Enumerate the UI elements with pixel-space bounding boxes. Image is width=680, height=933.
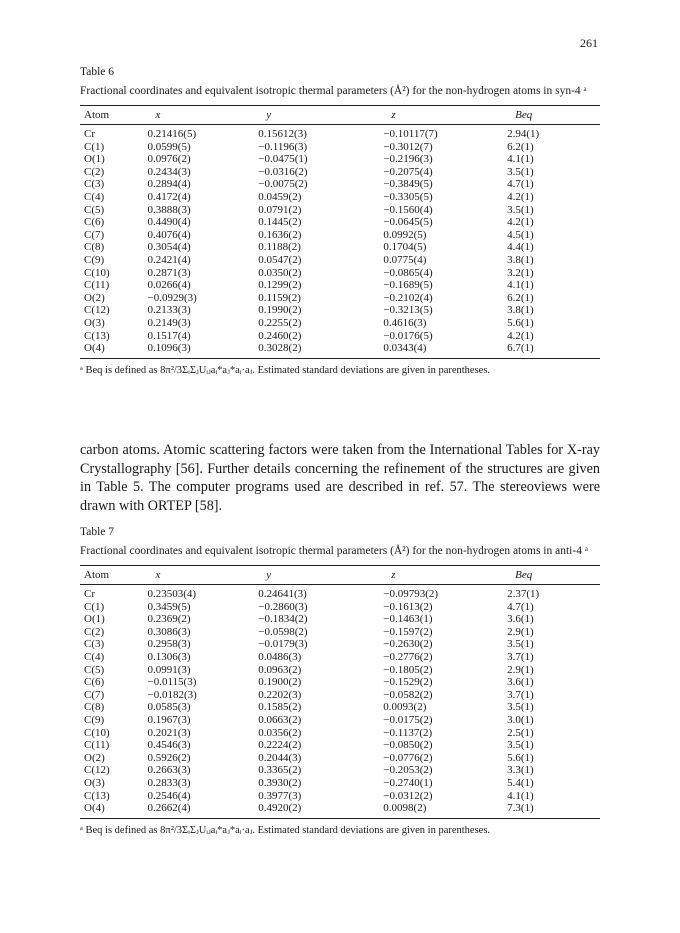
cell-x: 0.3459(5)	[147, 600, 191, 613]
cell-x: 0.4076(4)	[147, 228, 191, 241]
table-7-caption: Fractional coordinates and equivalent isotropic thermal parameters (Å²) for the non-hydrogen atoms in anti-4 ᵃ	[80, 545, 588, 557]
cell-beq: 3.7(1)	[507, 650, 534, 663]
cell-y: 0.2460(2)	[258, 329, 302, 342]
cell-z: −0.2776(2)	[383, 650, 433, 663]
cell-z: −0.0850(2)	[383, 739, 433, 752]
cell-y: 0.0350(2)	[258, 266, 302, 279]
cell-atom: C(8)	[84, 241, 105, 254]
cell-z: 0.4616(3)	[383, 316, 427, 329]
cell-beq: 5.6(1)	[507, 316, 534, 329]
cell-y: 0.2044(3)	[258, 751, 302, 764]
cell-beq: 3.6(1)	[507, 613, 534, 626]
cell-beq: 3.3(1)	[507, 764, 534, 777]
cell-beq: 2.94(1)	[507, 128, 540, 140]
cell-z: −0.1689(5)	[383, 279, 433, 292]
table-row	[80, 626, 600, 639]
cell-z: −0.3213(5)	[383, 304, 433, 317]
table-row	[80, 638, 600, 651]
cell-beq: 3.7(1)	[507, 688, 534, 701]
cell-x: 0.0991(3)	[147, 663, 191, 676]
cell-beq: 3.5(1)	[507, 739, 534, 752]
cell-beq: 3.6(1)	[507, 676, 534, 689]
table-7	[80, 526, 600, 836]
cell-y: 0.4920(2)	[258, 802, 302, 815]
cell-y: 0.0486(3)	[258, 650, 302, 663]
table-row	[80, 676, 600, 689]
cell-atom: C(13)	[84, 789, 110, 802]
cell-x: 0.1306(3)	[147, 650, 191, 663]
table-6-label: Table 6	[80, 66, 115, 78]
page-number: 261	[580, 36, 598, 50]
cell-x: −0.0182(3)	[147, 688, 197, 701]
cell-beq: 6.2(1)	[507, 291, 534, 304]
body-paragraph: carbon atoms. Atomic scattering factors were taken from the International Tables for X-ray Crystallography [56]. Further details concerning the refinement of the structures are given in Table 5. The computer programs used are described in ref. 57. The stereoviews were drawn with ORTEP [58].	[80, 442, 600, 514]
cell-atom: O(4)	[84, 342, 105, 355]
cell-atom: O(2)	[84, 751, 105, 764]
table-row	[80, 777, 600, 790]
cell-beq: 4.1(1)	[507, 789, 534, 802]
table-row	[80, 304, 600, 317]
cell-x: 0.21416(5)	[147, 128, 197, 140]
header-z: z	[383, 106, 507, 125]
table-row	[80, 585, 600, 601]
cell-beq: 5.6(1)	[507, 751, 534, 764]
table-row	[80, 254, 600, 267]
cell-x: 0.0976(2)	[147, 153, 191, 166]
cell-z: −0.0645(5)	[383, 216, 433, 229]
table-row	[80, 613, 600, 626]
table-row	[80, 701, 600, 714]
cell-x: 0.2369(2)	[147, 613, 191, 626]
cell-atom: O(1)	[84, 153, 105, 166]
table-row	[80, 317, 600, 330]
table-6-grid	[80, 105, 600, 359]
cell-y: 0.2255(2)	[258, 316, 302, 329]
header-beq: Beq	[507, 106, 600, 125]
table-row	[80, 752, 600, 765]
cell-y: −0.1196(3)	[258, 140, 308, 153]
cell-y: 0.2224(2)	[258, 739, 302, 752]
cell-z: −0.1613(2)	[383, 600, 433, 613]
cell-atom: C(10)	[84, 726, 110, 739]
cell-atom: C(2)	[84, 625, 105, 638]
cell-atom: C(4)	[84, 190, 105, 203]
cell-y: 0.2202(3)	[258, 688, 302, 701]
cell-atom: C(3)	[84, 178, 105, 191]
cell-atom: O(4)	[84, 802, 105, 815]
header-beq: Beq	[507, 566, 600, 585]
cell-x: 0.2149(3)	[147, 316, 191, 329]
table-row	[80, 790, 600, 803]
cell-y: 0.1445(2)	[258, 216, 302, 229]
cell-z: 0.1704(5)	[383, 241, 427, 254]
cell-z: −0.3012(7)	[383, 140, 433, 153]
table-7-label: Table 7	[80, 526, 115, 538]
cell-y: 0.1159(2)	[258, 291, 301, 304]
cell-x: 0.3054(4)	[147, 241, 191, 254]
header-y: y	[258, 566, 383, 585]
cell-beq: 3.8(1)	[507, 304, 534, 317]
cell-z: 0.0343(4)	[383, 342, 427, 355]
cell-atom: C(8)	[84, 701, 105, 714]
table-row	[80, 125, 600, 141]
cell-atom: C(1)	[84, 600, 105, 613]
cell-y: 0.1636(2)	[258, 228, 302, 241]
cell-beq: 4.1(1)	[507, 279, 534, 292]
cell-y: 0.0459(2)	[258, 190, 302, 203]
cell-z: −0.1805(2)	[383, 663, 433, 676]
header-atom: Atom	[80, 106, 148, 125]
cell-x: 0.2434(3)	[147, 165, 191, 178]
cell-y: 0.3977(3)	[258, 789, 302, 802]
table-row	[80, 664, 600, 677]
cell-atom: C(7)	[84, 688, 105, 701]
cell-x: −0.0929(3)	[147, 291, 197, 304]
cell-x: −0.0115(3)	[147, 676, 197, 689]
cell-z: −0.1137(2)	[383, 726, 433, 739]
cell-atom: O(3)	[84, 316, 105, 329]
header-z: z	[383, 566, 507, 585]
cell-beq: 4.2(1)	[507, 190, 534, 203]
cell-z: 0.0098(2)	[383, 802, 427, 815]
cell-atom: C(11)	[84, 279, 110, 292]
cell-x: 0.2663(3)	[147, 764, 191, 777]
cell-x: 0.1096(3)	[147, 342, 191, 355]
cell-x: 0.4490(4)	[147, 216, 191, 229]
cell-atom: O(2)	[84, 291, 105, 304]
cell-x: 0.3086(3)	[147, 625, 191, 638]
cell-atom: C(2)	[84, 165, 105, 178]
cell-beq: 2.9(1)	[507, 663, 534, 676]
table-7-grid	[80, 565, 600, 819]
cell-x: 0.1517(4)	[147, 329, 191, 342]
table-row	[80, 141, 600, 154]
cell-atom: O(3)	[84, 776, 105, 789]
cell-atom: C(12)	[84, 304, 110, 317]
cell-y: 0.1990(2)	[258, 304, 302, 317]
cell-z: −0.2196(3)	[383, 153, 433, 166]
table-6-caption: Fractional coordinates and equivalent isotropic thermal parameters (Å²) for the non-hydrogen atoms in syn-4 ᵃ	[80, 85, 587, 97]
table-row	[80, 229, 600, 242]
cell-z: −0.2740(1)	[383, 776, 433, 789]
cell-beq: 3.5(1)	[507, 638, 534, 651]
cell-x: 0.23503(4)	[147, 588, 197, 600]
table-row	[80, 689, 600, 702]
cell-x: 0.2894(4)	[147, 178, 191, 191]
cell-z: −0.1560(4)	[383, 203, 433, 216]
table-row	[80, 292, 600, 305]
header-x: x	[148, 106, 259, 125]
cell-atom: C(6)	[84, 216, 105, 229]
cell-beq: 3.5(1)	[507, 165, 534, 178]
cell-atom: C(5)	[84, 663, 105, 676]
cell-z: −0.2053(2)	[383, 764, 433, 777]
cell-atom: C(13)	[84, 329, 110, 342]
table-row	[80, 178, 600, 191]
cell-z: −0.0865(4)	[383, 266, 433, 279]
cell-z: −0.3849(5)	[383, 178, 433, 191]
cell-x: 0.2546(4)	[147, 789, 191, 802]
cell-y: −0.0316(2)	[258, 165, 308, 178]
cell-z: −0.0582(2)	[383, 688, 433, 701]
cell-z: −0.0176(5)	[383, 329, 433, 342]
cell-x: 0.0599(5)	[147, 140, 191, 153]
cell-beq: 5.4(1)	[507, 776, 534, 789]
header-x: x	[148, 566, 259, 585]
table-row	[80, 153, 600, 166]
cell-z: −0.1597(2)	[383, 625, 433, 638]
cell-beq: 2.5(1)	[507, 726, 534, 739]
cell-z: −0.0312(2)	[383, 789, 433, 802]
cell-z: 0.0775(4)	[383, 253, 427, 266]
cell-x: 0.2421(4)	[147, 253, 191, 266]
table-row	[80, 739, 600, 752]
cell-atom: C(3)	[84, 638, 105, 651]
cell-y: −0.2860(3)	[258, 600, 308, 613]
cell-y: 0.24641(3)	[258, 588, 307, 600]
table-row	[80, 727, 600, 740]
cell-x: 0.5926(2)	[147, 751, 191, 764]
table-7-body	[80, 585, 600, 819]
table-row	[80, 241, 600, 254]
cell-y: 0.0791(2)	[258, 203, 302, 216]
cell-z: −0.0776(2)	[383, 751, 433, 764]
cell-y: 0.15612(3)	[258, 128, 307, 140]
cell-y: 0.0963(2)	[258, 663, 302, 676]
cell-z: 0.0992(5)	[383, 228, 427, 241]
cell-atom: C(5)	[84, 203, 105, 216]
cell-x: 0.0585(3)	[147, 701, 191, 714]
table-row	[80, 204, 600, 217]
cell-beq: 2.37(1)	[507, 588, 540, 600]
header-y: y	[258, 106, 383, 125]
table-6-footnote: ᵃ Beq is defined as 8π²/3ΣᵢΣⱼUᵢⱼaᵢ*aⱼ*aᵢ·aⱼ. Estimated standard deviations are given in parentheses.	[80, 364, 491, 376]
cell-atom: C(11)	[84, 739, 110, 752]
cell-beq: 4.1(1)	[507, 153, 534, 166]
cell-atom: C(9)	[84, 253, 105, 266]
cell-z: −0.2102(4)	[383, 291, 433, 304]
cell-y: 0.1900(2)	[258, 676, 302, 689]
cell-beq: 4.5(1)	[507, 228, 534, 241]
cell-beq: 2.9(1)	[507, 625, 534, 638]
cell-beq: 3.5(1)	[507, 701, 534, 714]
cell-x: 0.4546(3)	[147, 739, 191, 752]
cell-atom: Cr	[84, 128, 95, 140]
cell-y: −0.0598(2)	[258, 625, 308, 638]
table-row	[80, 342, 600, 358]
cell-atom: C(1)	[84, 140, 105, 153]
table-row	[80, 279, 600, 292]
cell-z: −0.0175(2)	[383, 713, 433, 726]
cell-beq: 3.8(1)	[507, 253, 534, 266]
cell-atom: C(9)	[84, 713, 105, 726]
cell-beq: 4.7(1)	[507, 178, 534, 191]
cell-beq: 4.2(1)	[507, 216, 534, 229]
cell-z: −0.1463(1)	[383, 613, 433, 626]
table-row	[80, 330, 600, 343]
cell-x: 0.2958(3)	[147, 638, 191, 651]
table-6-body	[80, 125, 600, 359]
cell-y: 0.0356(2)	[258, 726, 302, 739]
cell-beq: 6.7(1)	[507, 342, 534, 355]
cell-y: −0.0179(3)	[258, 638, 308, 651]
cell-z: −0.2630(2)	[383, 638, 433, 651]
cell-y: 0.1188(2)	[258, 241, 301, 254]
cell-y: 0.3930(2)	[258, 776, 302, 789]
table-row	[80, 601, 600, 614]
table-row	[80, 191, 600, 204]
table-6	[80, 66, 600, 376]
table-row	[80, 267, 600, 280]
cell-y: 0.0547(2)	[258, 253, 302, 266]
cell-beq: 4.7(1)	[507, 600, 534, 613]
cell-beq: 6.2(1)	[507, 140, 534, 153]
cell-x: 0.3888(3)	[147, 203, 191, 216]
cell-atom: C(6)	[84, 676, 105, 689]
cell-beq: 3.0(1)	[507, 713, 534, 726]
cell-z: −0.2075(4)	[383, 165, 433, 178]
table-7-footnote: ᵃ Beq is defined as 8π²/3ΣᵢΣⱼUᵢⱼaᵢ*aⱼ*aᵢ·aⱼ. Estimated standard deviations are given in parentheses.	[80, 824, 491, 836]
cell-beq: 4.4(1)	[507, 241, 534, 254]
cell-atom: C(4)	[84, 650, 105, 663]
table-row	[80, 802, 600, 818]
table-row	[80, 651, 600, 664]
cell-z: −0.10117(7)	[383, 128, 438, 140]
cell-z: −0.3305(5)	[383, 190, 433, 203]
cell-beq: 4.2(1)	[507, 329, 534, 342]
cell-atom: O(1)	[84, 613, 105, 626]
cell-z: −0.1529(2)	[383, 676, 433, 689]
table-row	[80, 166, 600, 179]
table-6-header-row	[80, 106, 600, 125]
cell-x: 0.0266(4)	[147, 279, 191, 292]
cell-x: 0.1967(3)	[147, 713, 191, 726]
cell-y: 0.0663(2)	[258, 713, 302, 726]
cell-x: 0.4172(4)	[147, 190, 191, 203]
cell-x: 0.2871(3)	[147, 266, 191, 279]
cell-atom: C(7)	[84, 228, 105, 241]
cell-atom: Cr	[84, 588, 95, 600]
table-7-header-row	[80, 566, 600, 585]
cell-x: 0.2833(3)	[147, 776, 191, 789]
cell-atom: C(10)	[84, 266, 110, 279]
cell-beq: 7.3(1)	[507, 802, 534, 815]
cell-y: 0.3028(2)	[258, 342, 302, 355]
table-row	[80, 216, 600, 229]
cell-y: −0.1834(2)	[258, 613, 308, 626]
cell-y: 0.1585(2)	[258, 701, 302, 714]
cell-y: −0.0075(2)	[258, 178, 308, 191]
cell-x: 0.2021(3)	[147, 726, 191, 739]
cell-beq: 3.5(1)	[507, 203, 534, 216]
cell-z: −0.09793(2)	[383, 588, 439, 600]
cell-z: 0.0093(2)	[383, 701, 427, 714]
cell-y: 0.1299(2)	[258, 279, 302, 292]
table-row	[80, 714, 600, 727]
cell-atom: C(12)	[84, 764, 110, 777]
cell-x: 0.2133(3)	[147, 304, 191, 317]
header-atom: Atom	[80, 566, 148, 585]
cell-y: −0.0475(1)	[258, 153, 308, 166]
table-row	[80, 764, 600, 777]
cell-x: 0.2662(4)	[147, 802, 191, 815]
cell-beq: 3.2(1)	[507, 266, 534, 279]
cell-y: 0.3365(2)	[258, 764, 302, 777]
